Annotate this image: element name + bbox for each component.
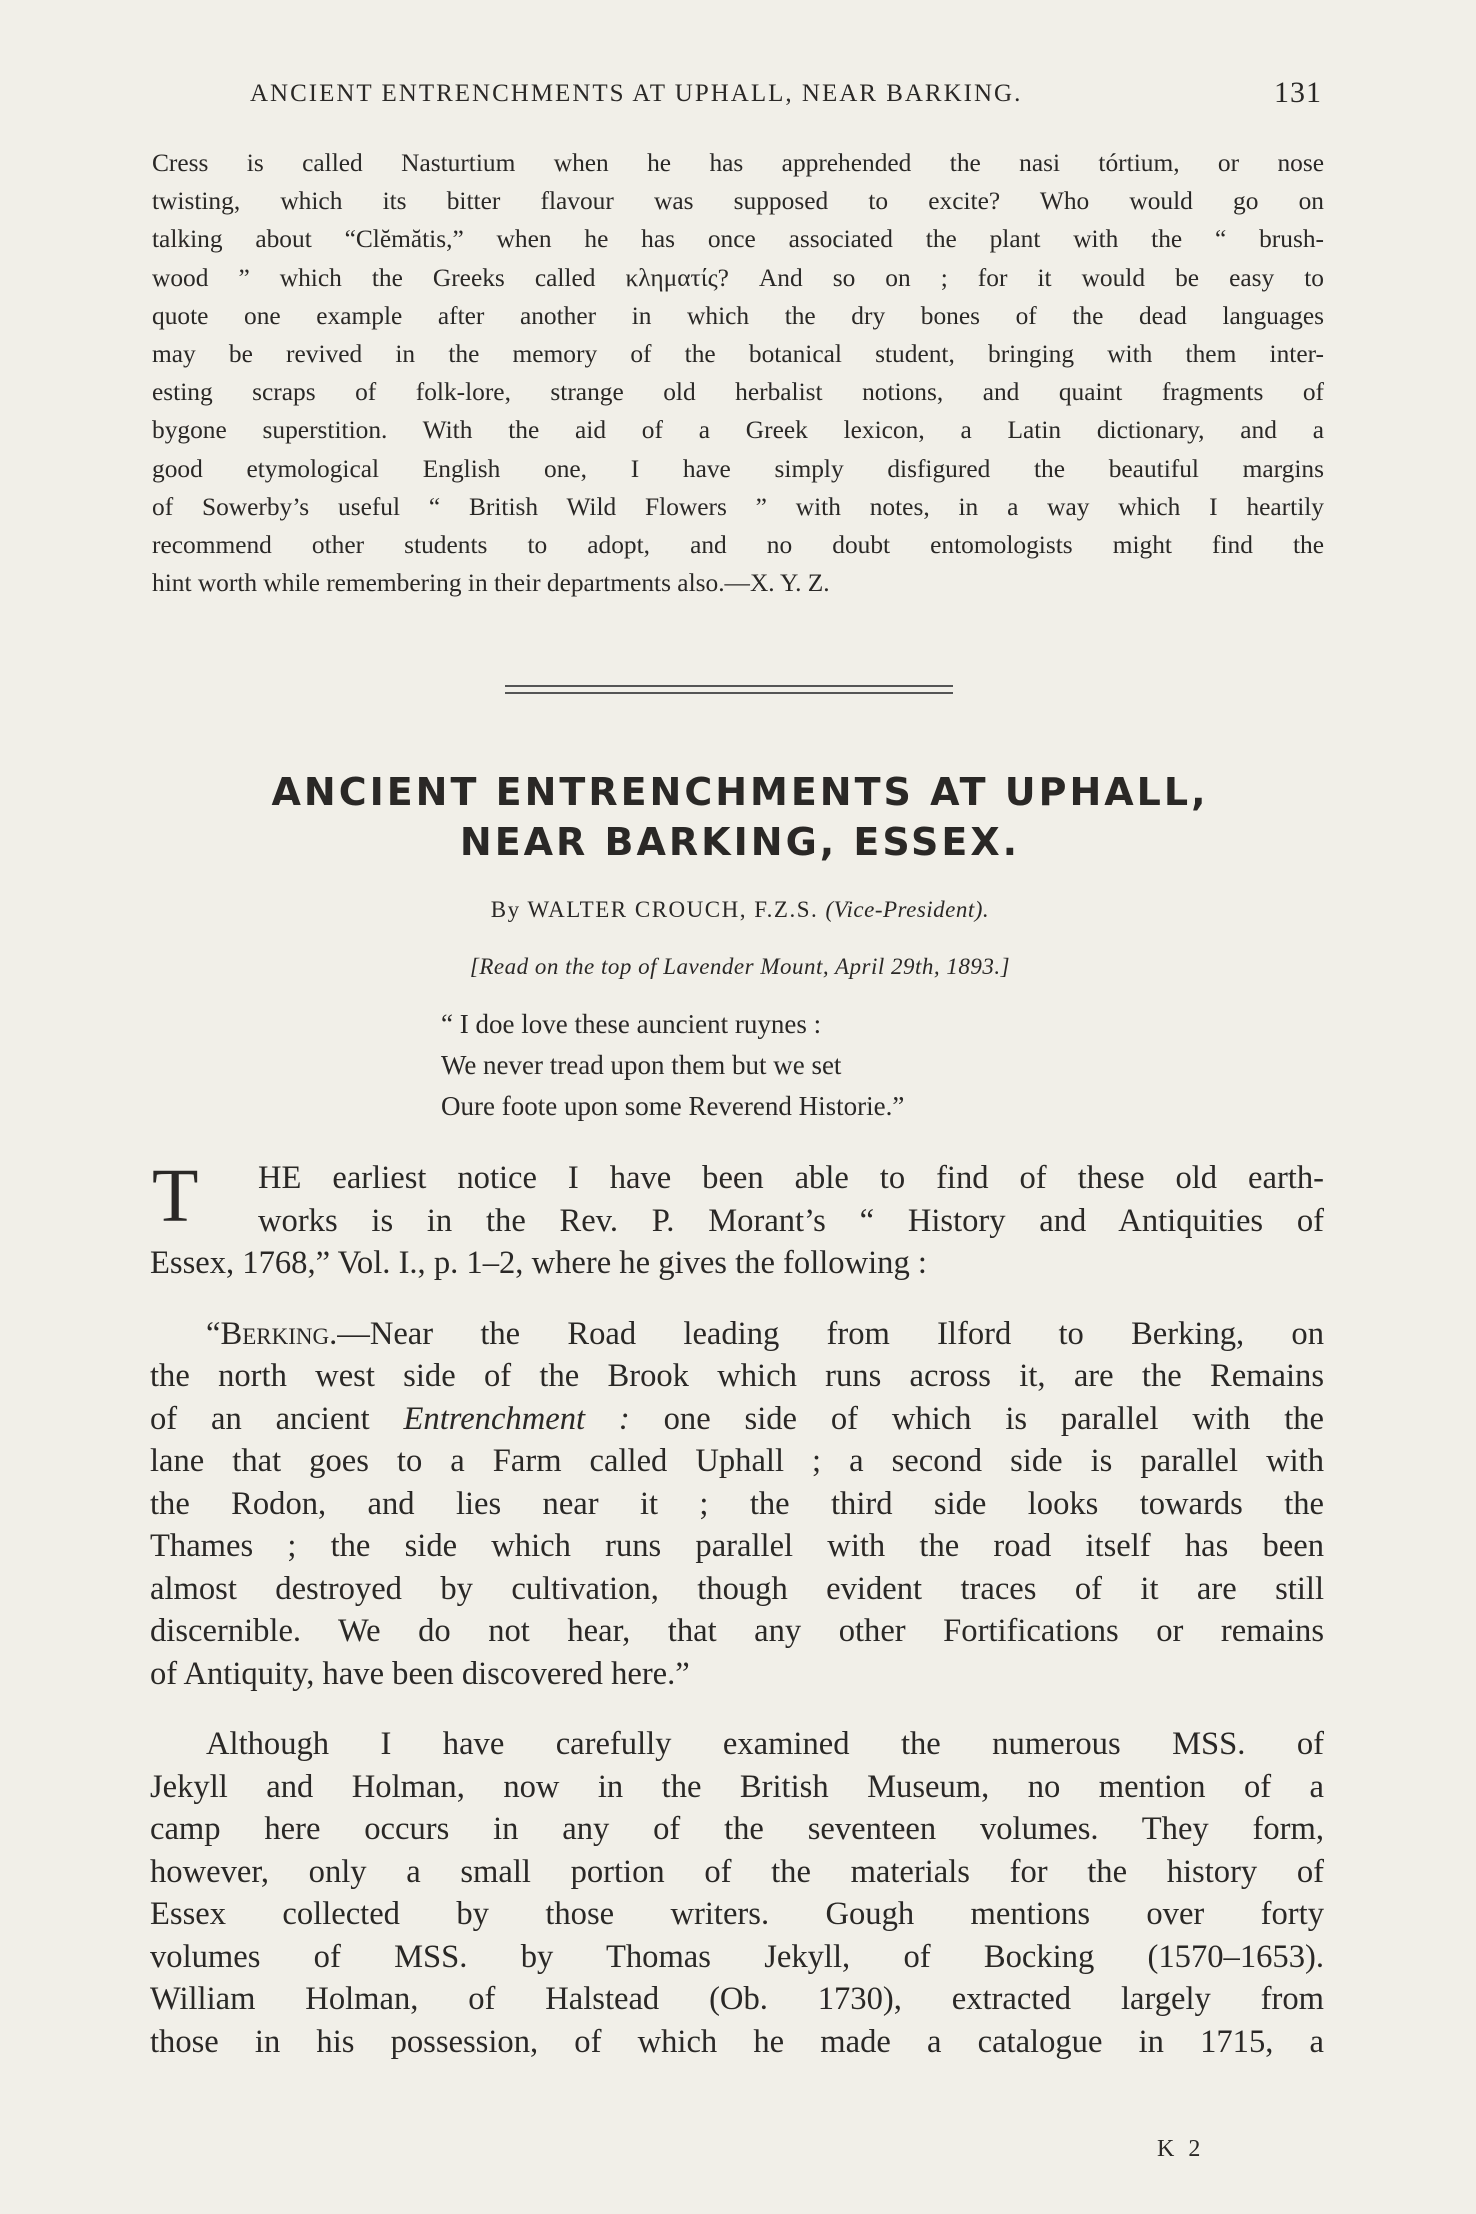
body-line: Jekyll and Holman, now in the British Museum, no mention of a: [150, 1768, 1324, 1805]
section-divider-bottom: [505, 692, 953, 694]
quote-open-mark: “: [206, 1315, 221, 1352]
epigraph-line: We never tread upon them but we set: [441, 1050, 842, 1080]
intro-line: twisting, which its bitter flavour was supposed to excite? Who would go on: [152, 187, 1324, 216]
quote-line-rest: —Near the Road leading from Ilford to Berking, on: [337, 1315, 1324, 1352]
quote-line: discernible. We do not hear, that any other Fortifications or remains: [150, 1613, 1324, 1649]
epigraph-line: “ I doe love these auncient ruynes :: [441, 1009, 822, 1039]
signature-mark: K 2: [1157, 2136, 1205, 2162]
intro-line: wood ” which the Greeks called κληματίς? And so on ; for it would be easy to: [152, 263, 1324, 292]
quote-text: one side of which is parallel with the: [629, 1400, 1324, 1437]
quote-line: [150, 1398, 1324, 1441]
drop-cap: T: [152, 1154, 199, 1238]
quote-line: lane that goes to a Farm called Uphall ; a second side is parallel with: [150, 1443, 1324, 1479]
intro-line: hint worth while remembering in their departments also.—X. Y. Z.: [152, 569, 830, 598]
body-line: camp here occurs in any of the seventeen volumes. They form,: [150, 1811, 1324, 1847]
body-line: volumes of MSS. by Thomas Jekyll, of Bocking (1570–1653).: [150, 1938, 1324, 1975]
body-line: works is in the Rev. P. Morant’s “ History and Antiquities of: [258, 1202, 1324, 1239]
page-number: 131: [1274, 76, 1322, 109]
quote-line: the Rodon, and lies near it ; the third side looks towards the: [150, 1485, 1324, 1522]
intro-line: Cress is called Nasturtium when he has apprehended the nasi tórtium, or nose: [152, 149, 1324, 177]
running-head: [250, 76, 1322, 116]
quote-emphasis: Entrenchment :: [403, 1400, 630, 1437]
article-body: [150, 1154, 1324, 2063]
body-line: HE earliest notice I have been able to find of these old earth-: [258, 1160, 1324, 1196]
body-line: Essex, 1768,” Vol. I., p. 1–2, where he gives the following :: [150, 1245, 927, 1281]
article-title-line1: ANCIENT ENTRENCHMENTS AT UPHALL,: [271, 770, 1209, 814]
read-note: [Read on the top of Lavender Mount, April 29th, 1893.]: [469, 954, 1011, 979]
article-title-line2: NEAR BARKING, ESSEX.: [459, 820, 1021, 864]
running-head-title: ANCIENT ENTRENCHMENTS AT UPHALL, NEAR BARKING.: [250, 80, 1023, 107]
body-line: those in his possession, of which he made a catalogue in 1715, a: [150, 2023, 1324, 2060]
quote-line: Thames ; the side which runs parallel with the road itself has been: [150, 1528, 1324, 1564]
byline-role: (Vice-President).: [825, 897, 990, 922]
intro-line: talking about “Clĕmătis,” when he has once associated the plant with the “ brush-: [152, 225, 1324, 254]
quote-line: the north west side of the Brook which runs across it, are the Remains: [150, 1358, 1324, 1394]
intro-paragraph: [152, 144, 1324, 602]
body-line: however, only a small portion of the materials for the history of: [150, 1853, 1324, 1890]
quote-line: of Antiquity, have been discovered here.”: [150, 1655, 690, 1692]
intro-line: good etymological English one, I have simply disfigured the beautiful margins: [152, 454, 1324, 483]
quote-line: almost destroyed by cultivation, though evident traces of it are still: [150, 1570, 1324, 1607]
intro-line: recommend other students to adopt, and no doubt entomologists might find the: [152, 531, 1324, 560]
quote-place-name: Berking.: [220, 1315, 338, 1352]
intro-line: may be revived in the memory of the botanical student, bringing with them inter-: [152, 340, 1324, 369]
intro-line: esting scraps of folk-lore, strange old herbalist notions, and quaint fragments of: [152, 378, 1324, 407]
section-divider-top: [505, 685, 953, 687]
quote-text: of an ancient: [150, 1400, 404, 1437]
byline-author: By WALTER CROUCH, F.Z.S.: [490, 897, 819, 922]
intro-line: of Sowerby’s useful “ British Wild Flowers ” with notes, in a way which I heartily: [152, 492, 1324, 521]
epigraph-line: Oure foote upon some Reverend Historie.”: [441, 1091, 905, 1121]
quote-line: [150, 1313, 1324, 1356]
intro-line: quote one example after another in which the dry bones of the dead languages: [152, 301, 1324, 330]
body-line: William Holman, of Halstead (Ob. 1730), extracted largely from: [150, 1981, 1324, 2017]
epigraph: [441, 1004, 1141, 1127]
body-line: Essex collected by those writers. Gough mentions over forty: [150, 1896, 1324, 1932]
body-line: Although I have carefully examined the numerous MSS. of: [206, 1726, 1324, 1762]
byline: [150, 897, 1330, 923]
intro-line: bygone superstition. With the aid of a Greek lexicon, a Latin dictionary, and a: [152, 416, 1324, 445]
